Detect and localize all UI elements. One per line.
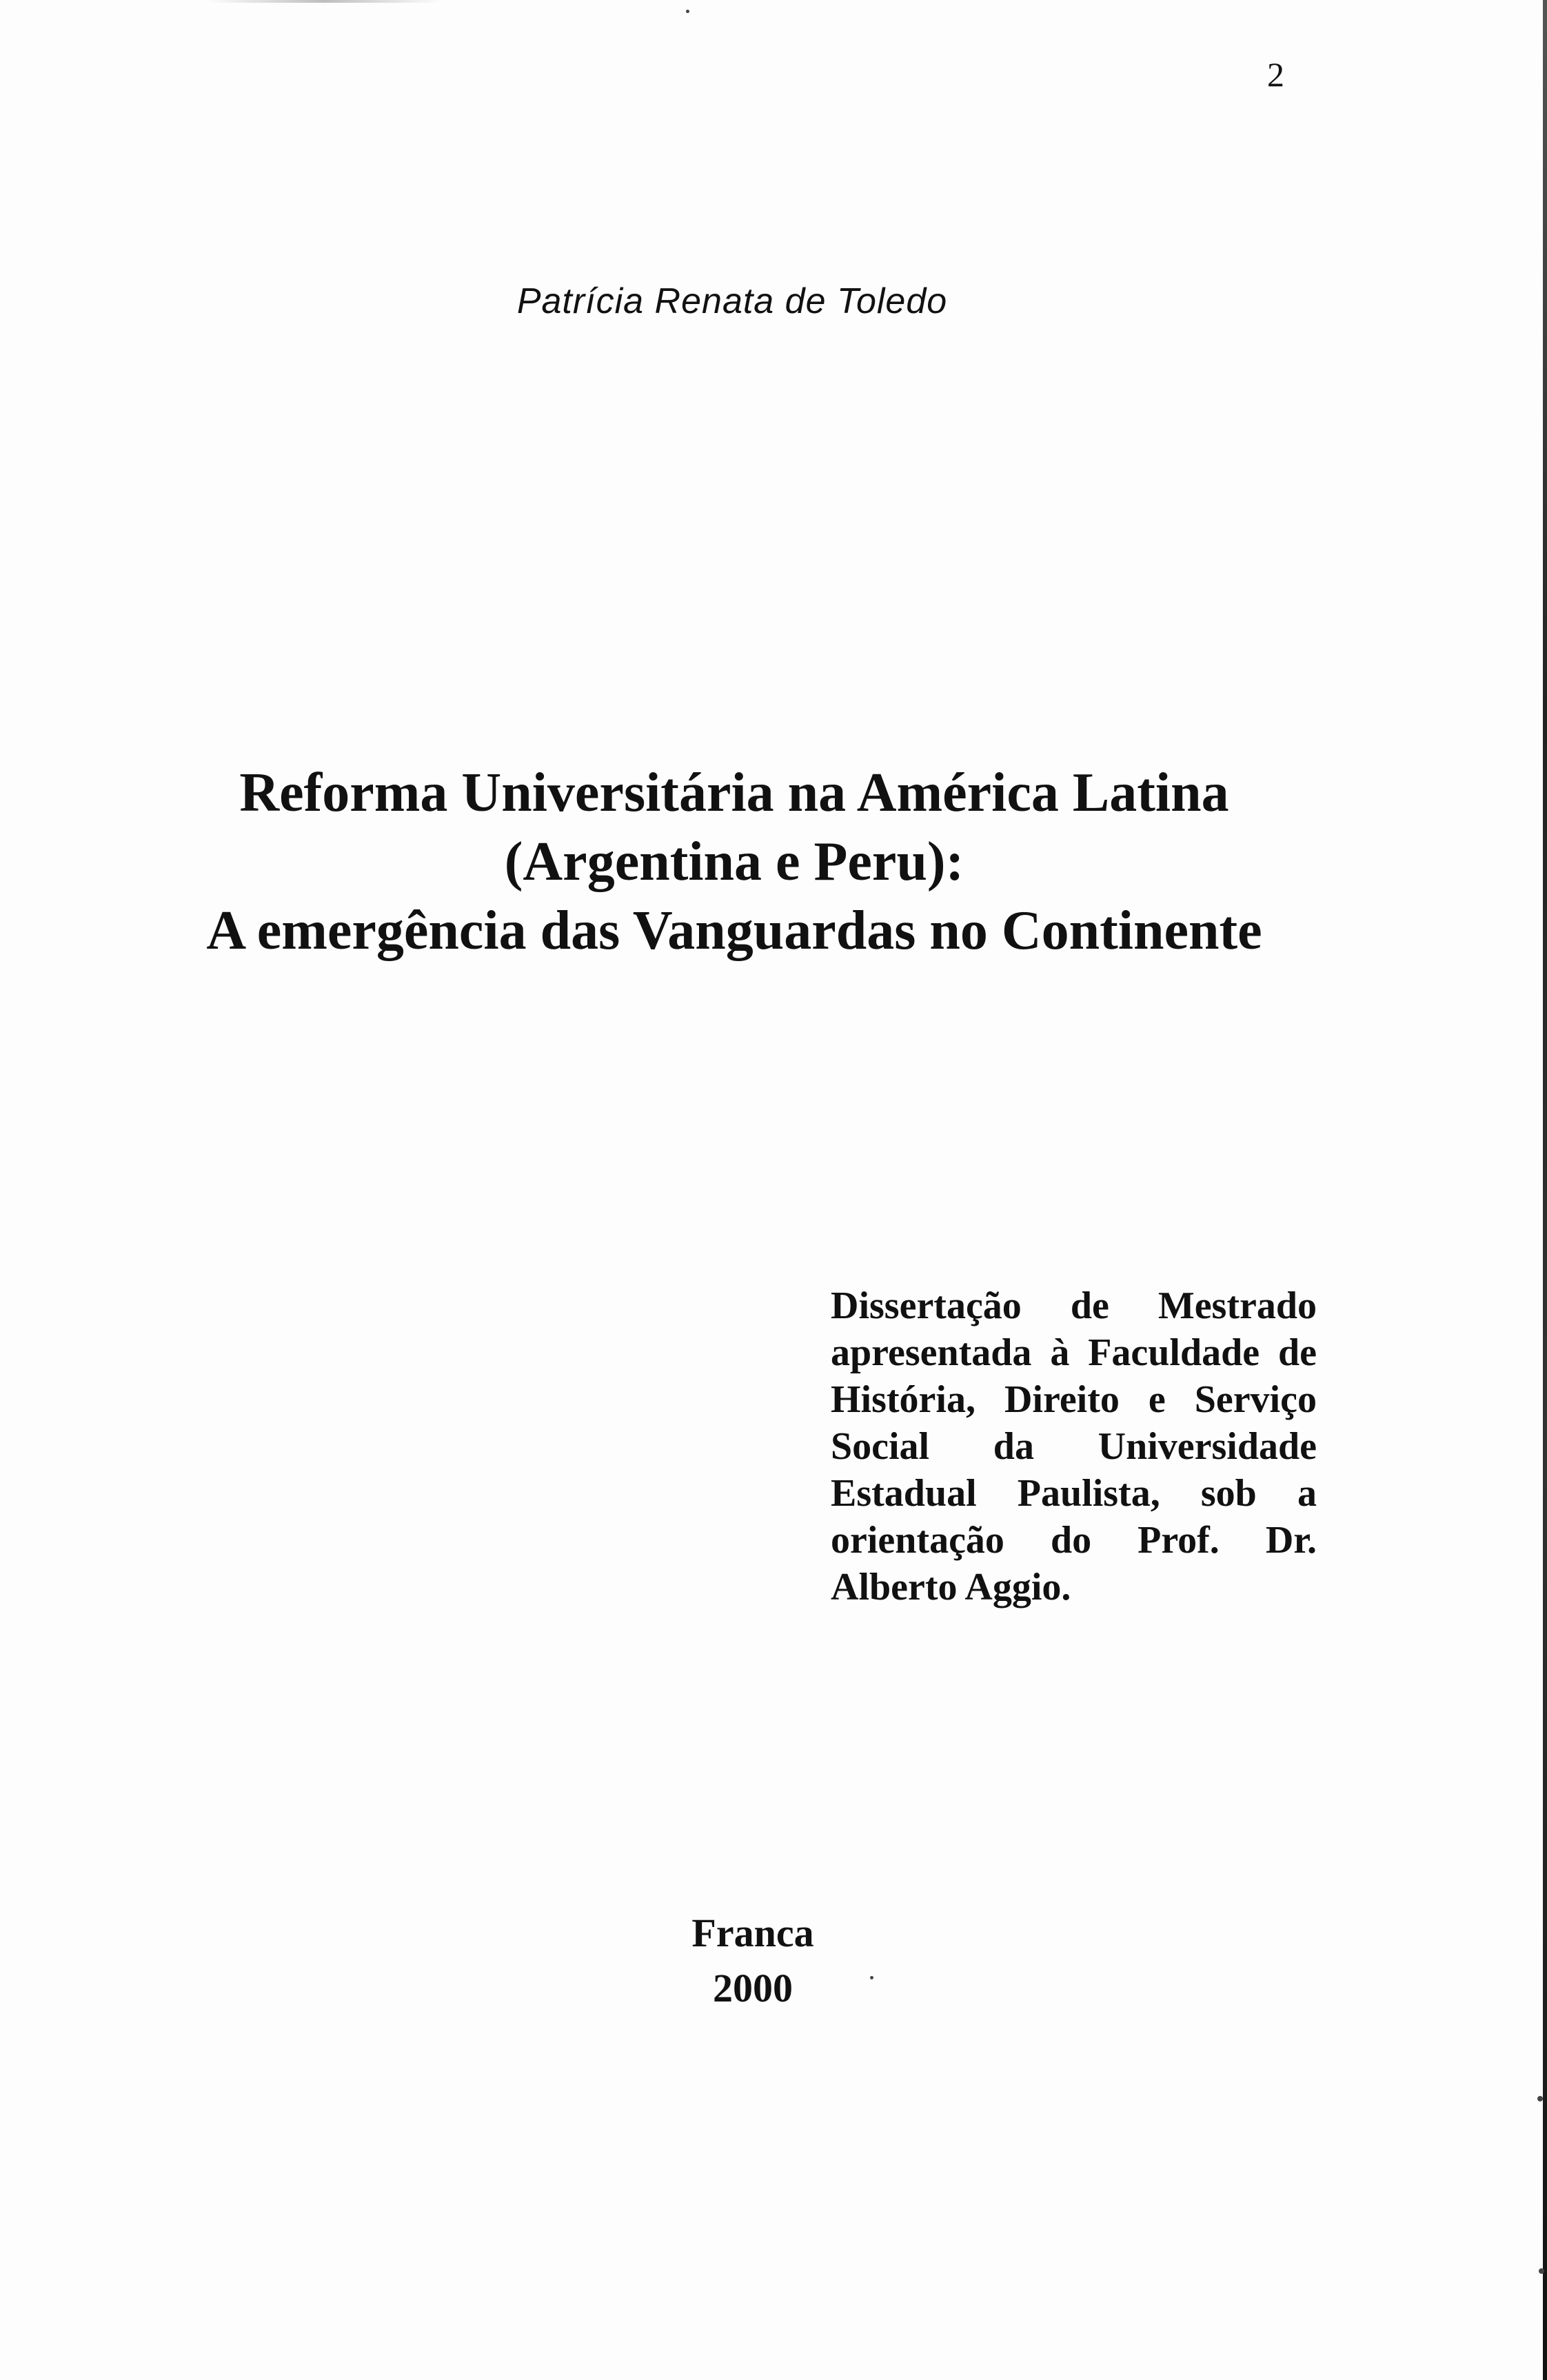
statement-word: Alberto Aggio. [831, 1566, 1071, 1608]
statement-word: sob [1200, 1472, 1257, 1515]
statement-word: Prof. [1138, 1519, 1220, 1562]
scan-speck [1537, 2096, 1543, 2101]
statement-line [831, 1470, 1317, 1517]
statement-word: Universidade [1098, 1425, 1317, 1468]
scan-speck [1539, 2268, 1544, 2274]
place: Franca [691, 1910, 814, 1955]
statement-word: à [1050, 1331, 1070, 1374]
statement-word: Paulista, [1017, 1472, 1160, 1515]
statement-word: e [1148, 1378, 1166, 1421]
statement-line [831, 1423, 1317, 1470]
author-name: Patrícia Renata de Toledo [516, 281, 948, 321]
title-line-3: A emergência das Vanguardas no Continente [206, 900, 1262, 961]
statement-word: Mestrado [1157, 1284, 1317, 1327]
statement-word: da [993, 1425, 1034, 1468]
scan-artifact-top [207, 0, 441, 3]
thesis-title [0, 758, 1468, 965]
statement-word: de [1277, 1331, 1317, 1374]
statement-line [831, 1282, 1317, 1329]
statement-word: História, [831, 1378, 975, 1421]
statement-word: Estadual [831, 1472, 977, 1515]
statement-word: do [1050, 1519, 1092, 1562]
statement-word: Direito [1004, 1378, 1120, 1421]
statement-line [831, 1517, 1317, 1564]
statement-line [831, 1564, 1317, 1611]
statement-word: apresentada [831, 1331, 1032, 1374]
statement-word: Dr. [1265, 1519, 1317, 1562]
statement-word: a [1297, 1472, 1317, 1515]
year: 2000 [713, 1966, 793, 2010]
statement-word: Faculdade [1088, 1331, 1260, 1374]
statement-word: Dissertação [831, 1284, 1022, 1327]
title-line-2: (Argentina e Peru): [504, 831, 964, 892]
scan-speck [686, 10, 689, 13]
statement-word: Serviço [1194, 1378, 1317, 1421]
statement-word: de [1070, 1284, 1109, 1327]
scan-artifact-right-edge [1543, 0, 1547, 2380]
statement-line [831, 1376, 1317, 1423]
statement-word: orientação [831, 1519, 1004, 1562]
statement-line [831, 1329, 1317, 1376]
statement-word: Social [831, 1425, 930, 1468]
title-line-1: Reforma Universitária na América Latina [239, 763, 1229, 823]
page-number: 2 [1267, 55, 1284, 94]
dissertation-statement [831, 1282, 1317, 1611]
